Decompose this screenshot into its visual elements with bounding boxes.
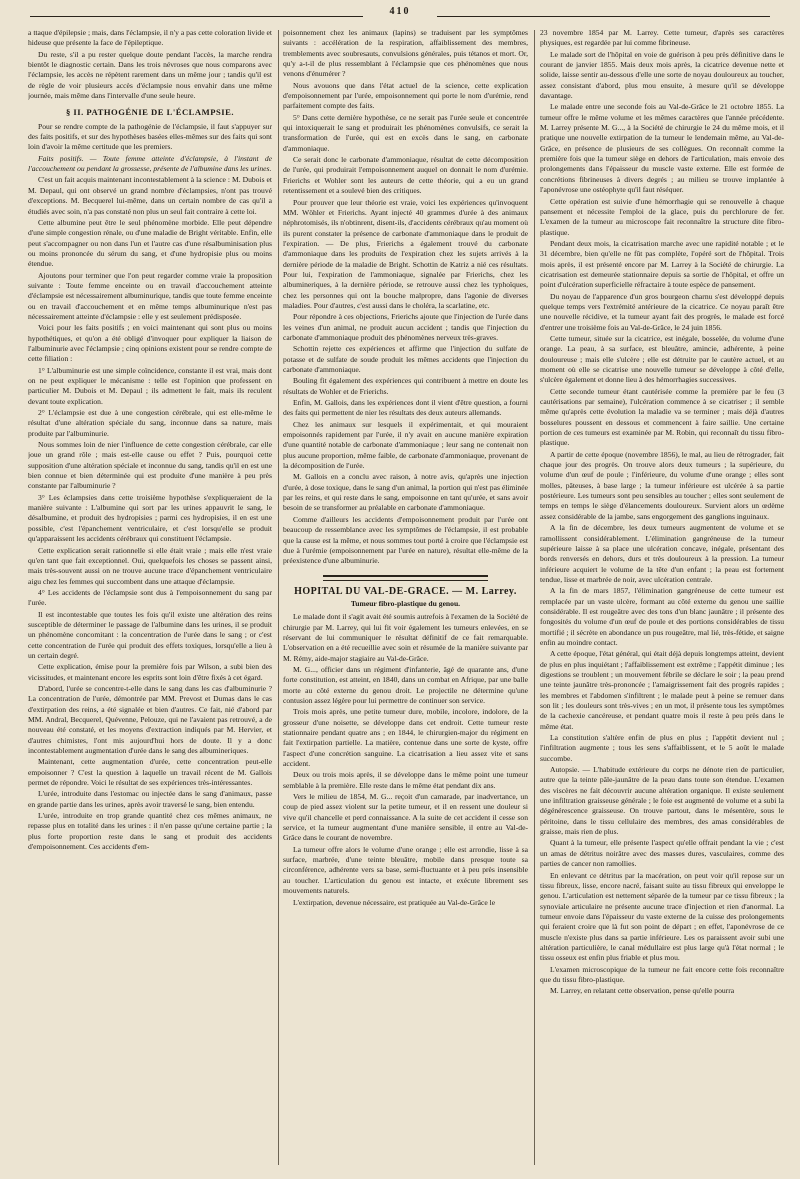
paragraph: Cette explication serait rationnelle si elle était vraie ; mais elle n'est vraie qu'en tant que fait exceptionnel. Oui, quelquefois les choses se passent ainsi, mais très-souvent aussi on ne trouve aucune trace d'épanchement ventriculaire aigu chez les femmes qui succombent dans une attaque d'éclampsie. (28, 545, 272, 586)
paragraph: Faits positifs. — Toute femme atteinte d'éclampsie, à l'instant de l'accouchement ou pendant la grossesse, présente de l'albumine dans les urines. (28, 153, 272, 174)
paragraph: Comme d'ailleurs les accidents d'empoisonnement produit par l'urée ont beaucoup de ressemblance avec les symptômes de l'éclampsie, il est probable que la cause est la même, et nous sommes tout porté à croire que l'éclampsie est due à l'urémie (empoisonnement par l'urée en nature), résultat elle-même de la préexistence d'une albuminurie. (283, 514, 528, 566)
paragraph: Bouling fit également des expériences qui contribuent à mettre en doute les résultats de Wohler et de Frierichs. (283, 376, 528, 396)
paragraph: 5° Dans cette dernière hypothèse, ce ne serait pas l'urée seule et concentrée qui intoxiquerait le sang et produirait les phénomènes convulsifs, ce serait la transformation de l'urée, qui est en excès dans le sang, en carbonate d'ammoniaque. (283, 112, 528, 153)
paragraph: Du noyau de l'apparence d'un gros bourgeon charnu s'est développé depuis quelque temps vers l'extrémité antérieure de la cicatrice. Ce noyau paraît être une nouvelle récidive, et la tumeur ayant fait des progrès, le malade est forcé d'entrer une troisième fois au Val-de-Grâce, le 24 juin 1856. (540, 291, 784, 332)
paragraph: Cette opération est suivie d'une hémorrhagie qui se renouvelle à chaque pansement et nécessite l'emploi de la glace, puis du perchlorure de fer. L'examen de la tumeur au microscope fait reconnaître la structure dite fibro-plastique. (540, 196, 784, 237)
paragraph: A partir de cette époque (novembre 1856), le mal, au lieu de rétrograder, fait chaque jour des progrès. On trouve alors deux tumeurs ; la supérieure, du volume d'un œuf de poule ; l'inférieure, du volume d'une orange ; elles sont molles, pâteuses, à base large ; la tumeur inférieure est ulcérée à sa partie postérieure. Les tumeurs sont peu sensibles au toucher ; elles sont seulement de temps en temps le siège d'élancements douloureux. Survient alors un œdème assez considérable de la jambe, sans engorgement des ganglions inguinaux. (540, 449, 784, 521)
paragraph: Nous avouons que dans l'état actuel de la science, cette explication d'empoisonnement par l'urée, empoisonnement qui porte le nom d'urémie, rend parfaitement compte des faits. (283, 80, 528, 111)
paragraph: Pour prouver que leur théorie est vraie, voici les expériences qu'invoquent MM. Wöhler et Frierichs. Ayant injecté 40 grammes d'urée à des animaux néphrotomisés, ils n'obtinrent, disent-ils, d'accidents cérébraux qu'au moment où ils purent constater la présence de carbonate d'ammoniaque dans le produit de l'expiration. — De plus, Frierichs a également trouvé du carbonate d'ammoniaque dans les produits de l'expiration chez les sujets arrivés à la dernière période de la maladie de Bright. Schottin de Katriz a nié ces résultats. Pour lui, l'expiration de l'ammoniaque, signalée par Frierichs, chez les albumineriques, à la dernière période, se retrouve aussi chez les typhoïques, chez les personnes qui ont la bouche malpropre, dans l'agonie de diverses maladies. Pour d'autres, c'est aussi dans le choléra, la scarlatine, etc. (283, 197, 528, 310)
paragraph: Cette explication, émise pour la première fois par Wilson, a subi bien des vicissitudes, et maintenant encore les esprits sont loin d'être fixés à cet égard. (28, 662, 272, 682)
paragraph: En enlevant ce détritus par la macération, on peut voir qu'il repose sur un tissu fibreux, lisse, encore nacré, faisant suite au tissu fibreux qui enveloppe le genou. L'articulation est nettement séparée de la tumeur par ce tissu fibreux ; la synoviale articulaire ne présente aucune trace d'injection et rien d'anormal. La tumeur envoie dans l'épaisseur du vaste externe de la cuisse des prolongements qui feraient croire que là fut son point de départ ; en effet, l'aponévrose de ce muscle n'existe plus dans sa partie inférieure. Les os paraissent avoir subi une altération particulière, le canal médullaire est plus large qu'à l'état normal ; le tissu osseux est enfin plus friable et plus mou. (540, 870, 784, 963)
paragraph: M. Larrey, en relatant cette observation, pense qu'elle pourra (550, 986, 735, 996)
paragraph: Quant à la tumeur, elle présente l'aspect qu'elle offrait pendant la vie ; c'est un amas de détritus noirâtre avec des masses dures, vasculaires, comme des parties de cancer non ramollies. (540, 838, 784, 869)
paragraph: Ajoutons pour terminer que l'on peut regarder comme vraie la proposition suivante : Toute femme enceinte ou en travail d'accouchement atteinte d'éclampsie est nécessairement albuminurique, tandis que toute femme enceinte ou en travail d'accouchement et en même temps albuminurique n'est pas nécessairement atteinte d'éclampsie : elle y est seulement prédisposée. (28, 270, 272, 321)
column-divider (534, 30, 535, 1165)
paragraph: 4° Les accidents de l'éclampsie sont dus à l'empoisonnement du sang par l'urée. (28, 587, 272, 608)
paragraph: Pendant deux mois, la cicatrisation marche avec une rapidité notable ; et le 31 décembre, bien qu'elle ne fût pas complète, l'opéré sort de l'hôpital. Trois mois après, il est présenté encore par M. Larrey à la Société de chirurgie. La cicatrisation est demeurée stationnaire depuis sa sortie de l'hôpital, et offre un point d'ulcération superficielle réfractaire à toute espèce de pansement. (540, 238, 784, 290)
header-rule-left (30, 16, 363, 17)
paragraph: Le malade entre une seconde fois au Val-de-Grâce le 21 octobre 1855. La tumeur offre le même volume et les mêmes caractères que l'année précédente. M. Larrey présente M. G..., à la Société de chirurgie le 24 du même mois, et il pratique une nouvelle extirpation de la tumeur le lendemain même, au Val-de-Grâce, en présence de plusieurs de ses collègues. On reconnaît comme la première fois que la tumeur siège en dehors de l'articulation, mais envoie des prolongements dans l'épaisseur du muscle vaste externe. Elle est formée de concrétions fibrineuses à divers degrés ; au milieu se trouve implantée à l'aponévrose une ostéophyte qu'il faut réséquer. (540, 102, 784, 195)
paragraph: L'urée, introduite dans l'estomac ou injectée dans le sang d'animaux, passe en grande partie dans les urines, après avoir traversé le sang, bien entendu. (28, 789, 272, 809)
paragraph: Cette albumine peut être le seul phénomène morbide. Elle peut dépendre d'une simple congestion rénale, ou d'une maladie de Bright véritable. Enfin, elle peut s'accompagner ou non dans l'un et l'autre cas d'une résalbuminisation plus ou moins prononcée du sérum du sang, et d'une hydropisie plus ou moins étendue. (28, 217, 272, 269)
paragraph: A cette époque, l'état général, qui était déjà depuis longtemps atteint, devient de plus en plus inquiétant ; l'affaiblissement est extrême ; l'appétit diminue ; les digestions se troublent ; un mouvement fébrile se déclare le soir ; la peau prend une teinte jaunâtre très-prononcée ; l'amaigrissement fait des progrès rapides ; les membres et l'abdomen s'infiltrent ; le malade peut à peine se remuer dans son lit ; les douleurs sont très-vives ; en un mot, il présente tous les symptômes de la cachexie cancéreuse, et pendant quatre mois il reste à peu près dans le même état. (540, 649, 784, 731)
paragraph: Pour répondre à ces objections, Frierichs ajoute que l'injection de l'urée dans les veines d'un animal, ne produit aucun accident ; tandis que l'injection du carbonate d'ammoniaque produit des phénomènes nerveux très-graves. (283, 312, 528, 342)
header-rule-right (437, 16, 770, 17)
paragraph: a ttaque d'épilepsie ; mais, dans l'éclampsie, il n'y a pas cette coloration livide et hideuse que présente la face de l'épileptique. (28, 28, 272, 48)
column-2 (283, 28, 528, 1169)
article-subtitle: Tumeur fibro-plastique du genou. (350, 598, 461, 608)
paragraph: A la fin de mars 1857, l'élimination gangréneuse de cette tumeur est remplacée par un vaste ulcère, formant au côté externe du genou une saillie considérable. Il est rougeâtre avec des tons d'un blanc jaunâtre ; il présente des fongosités du volume d'un œuf de poule et des portions considérables de tissu mortifié ; il sécrète en abondance un pus rougeâtre, mal lié, très-fétide, et saigne enfin au moindre contact. (540, 586, 784, 647)
paragraph: D'abord, l'urée se concentre-t-elle dans le sang dans les cas d'albuminurie ? La concentration de l'urée, démontrée par MM. Prevost et Dumas dans le cas d'extirpation des reins, a été signalée et bien d'autres. Ce fait, nié d'abord par MM. Andral, Becquerel, Quévenne, Pelouze, qui ne l'avaient pas retrouvé, a de nouveau été constaté, et les moyens d'extraction indiqués par M. Hervier, et d'autres chimistes, l'ont mis aujourd'hui hors de doute. Il y a donc incontestablement augmentation d'urée dans le sang des albumineriques. (28, 683, 272, 756)
paragraph: Enfin, M. Gallois, dans les expériences dont il vient d'être question, a fourni des faits qui permettent de nier les résultats des deux auteurs allemands. (283, 398, 528, 418)
column-1 (28, 28, 272, 1169)
paragraph: 23 novembre 1854 par M. Larrey. Cette tumeur, d'après ses caractères physiques, est regardée par lui comme fibrineuse. (540, 28, 784, 48)
paragraph: Deux ou trois mois après, il se développe dans le même point une tumeur semblable à la première. Elle reste dans le même état pendant dix ans. (283, 770, 528, 790)
paragraph: poisonnement chez les animaux (lapins) se traduisent par les symptômes suivants : accélération de la respiration, affaiblissement des membres, tremblements avec soubresauts, convulsions générales, puis tétanos et mort. Or, qu'y a-t-il de plus ressemblant à l'éclampsie que ces phénomènes que nous venons d'énumérer ? (283, 28, 528, 79)
paragraph: M. Gallois en a conclu avec raison, à notre avis, qu'après une injection d'urée, à dose toxique, dans le sang d'un animal, la portion qui n'est pas éliminée par les reins, et qui reste dans le sang, empoisonne en tant qu'urée, et sans avoir besoin de se transformer au préalable en carbonate d'ammoniaque. (283, 472, 528, 513)
paragraph: Autopsie. — L'habitude extérieure du corps ne dénote rien de particulier, autre que la teinte pâle-jaunâtre de la peau dans toute son étendue. L'examen des viscères ne fait découvrir aucune altération organique. Il existe seulement une infiltration graisseuse générale ; le foie est augmenté de volume et a subi la dégénérescence graisseuse. On trouve partout, dans le mésentère, sous le péritoine, dans le tissu cellulaire des membres, des amas considérables de graisse, mais rien de plus. (540, 765, 784, 837)
paragraph: L'extirpation, devenue nécessaire, est pratiquée au Val-de-Grâce le (293, 897, 496, 907)
paragraph: Le malade dont il s'agit avait été soumis autrefois à l'examen de la Société de chirurgie par M. Larrey, qui lui fit voir également les tumeurs enlevées, en se réservant de lui communiquer le résultat définitif de ce fait remarquable. L'observation en a été recueillie avec soin et résumée de la manière suivante par M. Rémy, aide-major stagiaire au Val-de-Grâce. (283, 612, 528, 663)
paragraph: Vers le milieu de 1854, M. G... reçoit d'un camarade, par inadvertance, un coup de pied assez violent sur la petite tumeur, et il en ressent une douleur si vive qu'il chancelle et perd connaissance. A la suite de cet accident il cesse son service, et la tumeur augmentant d'une manière sensible, il entre au Val-de-Grâce dans le courant de novembre. (283, 792, 528, 843)
paragraph: La constitution s'altère enfin de plus en plus ; l'appétit devient nul ; l'infiltration augmente ; tous les sens s'affaiblissent, et le 5 août le malade succombe. (540, 733, 784, 763)
article-divider (323, 575, 488, 581)
paragraph: L'urée, introduite en trop grande quantité chez ces mêmes animaux, ne repasse plus en totalité dans les urines : il n'en passe qu'une certaine partie ; la plus forte proportion reste dans le sang et produit des accidents d'empoisonnement. Ces accidents d'em- (28, 811, 272, 852)
paragraph: 2° L'éclampsie est due à une congestion cérébrale, qui est elle-même le résultat d'une altération spéciale du sang, inconnue dans sa nature, mais produite par l'albuminurie. (28, 408, 272, 438)
paragraph: Le malade sort de l'hôpital en voie de guérison à peu près définitive dans le courant de janvier 1855. Mais deux mois après, la cicatrice devenue nette et solide, laisse sentir au-dessous d'elle une sorte de noyau douloureux au toucher, assez consistant d'abord, plus mou ensuite, à mesure qu'il se développe davantage. (540, 49, 784, 101)
paragraph: Maintenant, cette augmentation d'urée, cette concentration peut-elle empoisonner ? C'est la question à laquelle un travail récent de M. Gallois permet de répondre. Voici le résultat de ses expériences très-intéressantes. (28, 757, 272, 788)
section-title: § II. PATHOGÉNIE DE L'ÉCLAMPSIE. (65, 107, 234, 118)
paragraph: Voici pour les faits positifs ; en voici maintenant qui sont plus ou moins hypothétiques, et qu'on a été obligé d'invoquer pour expliquer la liaison de l'albuminurie avec l'éclampsie ; cinq opinions existent pour se rendre compte de cette filiation : (28, 323, 272, 364)
column-3 (540, 28, 784, 1169)
paragraph: 1° L'albuminurie est une simple coïncidence, constante il est vrai, mais dont on ne peut expliquer le mécanisme : telle est l'opinion que professent en particulier M. Dubois et M. Depaul ; ils admettent le fait, mais ils reculent devant toute explication. (28, 365, 272, 406)
paragraph: Il est incontestable que toutes les fois qu'il existe une altération des reins susceptible de déterminer le passage de l'albumine dans les urines, il se produit un phénomène concomitant : la concentration de l'urée dans le sang ; or c'est cette concentration de l'urée qui produit des effets toxiques, lorsqu'elle a lieu à un certain degré. (28, 609, 272, 660)
page-number: 410 (382, 6, 419, 17)
paragraph: Ce serait donc le carbonate d'ammoniaque, résultat de cette décomposition de l'urée, qui produirait l'empoisonnement auquel on donnait le nom d'urémie. Frierichs et Wohler sont les auteurs de cette théorie, qui a eu un grand retentissement et a soulevé bien des critiques. (283, 155, 528, 196)
paragraph: A la fin de décembre, les deux tumeurs augmentent de volume et se ramollissent considérablement. L'élimination gangréneuse de la tumeur supérieure laisse à sa place une ulcération concave, inégale, présentant des bords renversés en dehors, durs et très douloureux à la pression. La tumeur inférieure acquiert le volume de la tête d'un enfant ; la peau est fortement tendue, lisse et marbrée de noir, avec ulcération centrale. (540, 523, 784, 584)
paragraph: 3° Les éclampsies dans cette troisième hypothèse s'expliqueraient de la manière suivante : L'albumine qui sort par les urines appauvrit le sang, le désalbumine, et produit des hydropisies ; parmi ces hydropisies, il en est une possible, c'est l'épanchement ventriculaire, et c'est lorsqu'elle se produit qu'apparaissent les accidents cérébraux qui constituent l'éclampsie. (28, 492, 272, 544)
paragraph: Du reste, s'il a pu rester quelque doute pendant l'accès, la marche rendra bientôt le diagnostic certain. Dans les trois névroses que nous comparons avec l'éclampsie, les accès ne répètent rarement dans un même jour ; tandis qu'il est de règle de voir plusieurs accès d'éclampsie nous envahir dans une même journée, mais même dans l'intervalle d'une seule heure. (28, 49, 272, 101)
column-divider (278, 30, 279, 1165)
paragraph: Cette seconde tumeur étant cautérisée comme la première par le feu (3 cautérisations par semaine), l'ulcération commence à se cicatriser ; il semble même qu'après cette évolution la maladie va se terminer ; mais déjà d'autres bosselures poussent en dessous et commencent à faire saillie. Une certaine portion de ces tumeurs est examinée par M. Robin, qui reconnaît du tissu fibro-plastique. (540, 386, 784, 448)
article-title: HOPITAL DU VAL-DE-GRACE. — M. Larrey. (294, 585, 517, 597)
paragraph: Nous sommes loin de nier l'influence de cette congestion cérébrale, car elle joue un grand rôle ; mais est-elle cause ou effet ? Puis, pourquoi cette supposition d'une altération spéciale et inconnue du sang, tandis qu'il en est une bien connue et bien déterminée qui est produite d'une manière à peu près constante par l'albuminurie ? (28, 440, 272, 491)
paragraph: La tumeur offre alors le volume d'une orange ; elle est arrondie, lisse à sa surface, marbrée, d'une teinte bleuâtre, mobile dans presque toute sa circonférence, adhérente vers sa base, semi-fluctuante et à peu près insensible au toucher. L'articulation du genou est intacte, et exécute librement ses mouvements naturels. (283, 844, 528, 896)
paragraph: Pour se rendre compte de la pathogénie de l'éclampsie, il faut s'appuyer sur des faits positifs, et sur des hypothèses basées elles-mêmes sur des faits qui sont loin d'avoir la même certitude que les premiers. (28, 121, 272, 152)
paragraph: Chez les animaux sur lesquels il expérimentait, et qui mouraient empoisonnés rapidement par l'urée, il n'y avait en aucune manière expiration d'une quantité notable de carbonate d'ammoniaque ; leur sang ne contenait non plus aucune proportion, même faible, de carbonate d'ammoniaque, provenant de la décomposition de l'urée. (283, 419, 528, 471)
paragraph: M. G..., officier dans un régiment d'infanterie, âgé de quarante ans, d'une forte constitution, est atteint, en 1840, dans un combat en Afrique, par une balle morte au côté externe du genou droit. Le projectile ne détermine qu'une contusion assez légère pour lui permettre de continuer son service. (283, 664, 528, 705)
page-header (30, 6, 770, 26)
paragraph: Schottin rejette ces expériences et affirme que l'injection du sulfate de potasse et de sulfate de soude produit les mêmes accidents que l'injection du carbonate d'ammoniaque. (283, 344, 528, 374)
paragraph: Trois mois après, une petite tumeur dure, mobile, incolore, indolore, de la grosseur d'une noisette, se développe dans cet endroit. Cette tumeur reste stationnaire pendant quatre ans ; en 1844, le chirurgien-major du régiment en fait l'extirpation partielle. La matière, contenue dans une sorte de kyste, offre l'aspect d'une concrétion sanguine. La cicatrisation a lieu assez vite et sans accident. (283, 707, 528, 769)
paragraph: L'examen microscopique de la tumeur ne fait encore cette fois reconnaître que du tissu fibro-plastique. (540, 964, 784, 984)
paragraph: Cette tumeur, située sur la cicatrice, est inégale, bosselée, du volume d'une orange. La peau, à sa surface, est bleuâtre, amincie, adhérente, à peine douloureuse ; mais elle s'ulcère ; elle est détruite par le cautère actuel, et au moment où elle se cicatrise une nouvelle tumeur se développe à côté d'elle, s'ulcère également et donne lieu à des hémorrhagies successives. (540, 333, 784, 385)
paragraph: C'est un fait acquis maintenant incontestablement à la science : M. Dubois et M. Depaul, qui ont observé un grand nombre d'éclampsies, n'ont pas trouvé d'exceptions. M. Becquerel lui-même, dans un certain nombre de cas qu'il a étudiés avec soin, n'a pas constaté non plus un seul fait contraire à cette loi. (28, 175, 272, 216)
